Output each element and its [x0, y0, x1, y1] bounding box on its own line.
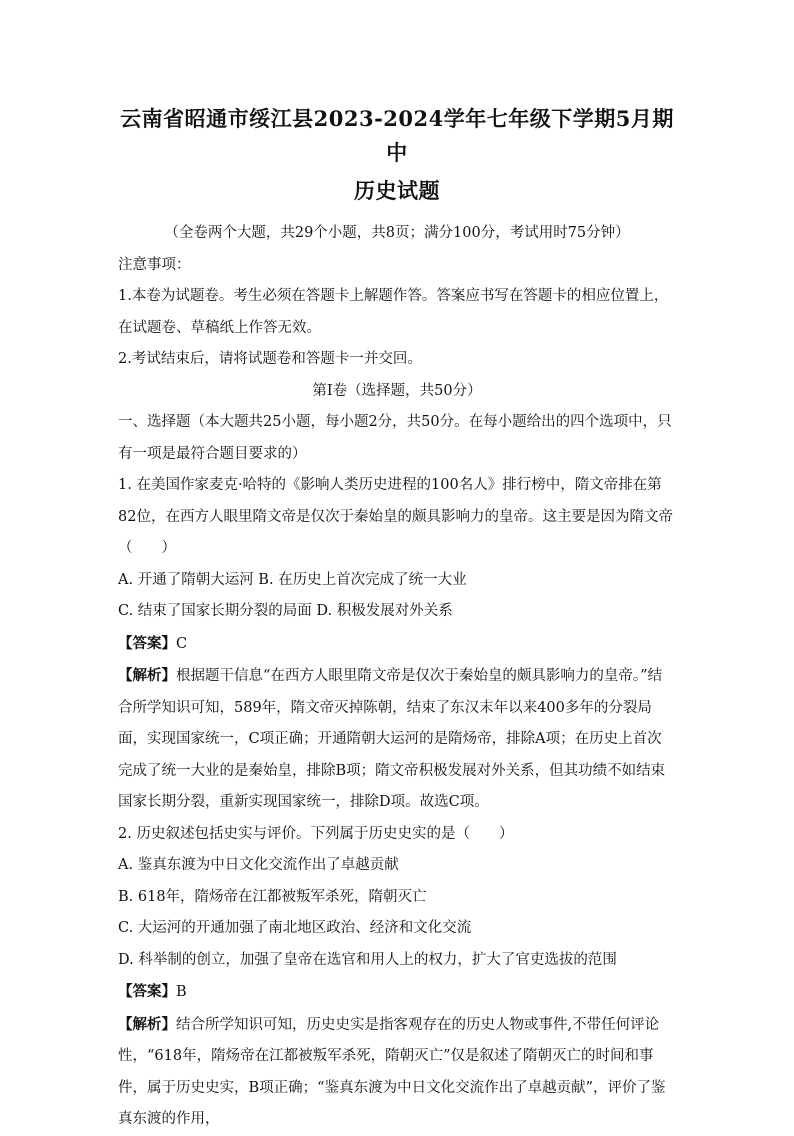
question-2-option-b: B. 618年，隋炀帝在江都被叛军杀死，隋朝灭亡 [118, 888, 427, 905]
question-2-stem: 2. 历史叙述包括史实与评价。下列属于历史史实的是（ ） [118, 825, 514, 842]
question-2-option-d: D. 科举制的创立，加强了皇帝在选官和用人上的权力，扩大了官吏选拔的范围 [118, 951, 617, 968]
notice-label: 注意事项： [118, 256, 191, 273]
question-2-analysis [118, 1009, 676, 1136]
question-1-stem: 1. 在美国作家麦克·哈特的《影响人类历史进程的100名人》排行榜中，隋文帝排在第82位，在西方人眼里隋文帝是仅次于秦始皇的颇具影响力的皇帝。这主要是因为隋文帝（ ） [118, 477, 673, 556]
part-one-title: 第Ⅰ卷（选择题，共50分） [312, 382, 482, 399]
exam-subject-title: 历史试题 [354, 178, 440, 203]
section-one-heading: 一、选择题（本大题共25小题，每小题2分，共50分。在每小题给出的四个选项中，只有一项是最符合题目要求的） [118, 414, 672, 462]
question-2-option-c: C. 大运河的开通加强了南北地区政治、经济和文化交流 [118, 920, 472, 936]
question-1-answer [118, 628, 676, 661]
question-1-analysis [118, 660, 676, 819]
analysis-label: 【解析】 [118, 1015, 176, 1033]
analysis-text: 根据题干信息“在西方人眼里隋文帝是仅次于秦始皇的颇具影响力的皇帝。”结合所学知识可知，589年，隋文帝灭掉陈朝，结束了东汉末年以来400多年的分裂局面，实现国家统一，C项正确；开通隋朝大运河的是隋炀帝，排除A项；在历史上首次完成了统一大业的是秦始皇，排除B项；隋文帝积极发展对外关系，但其功绩不如结束国家长期分裂，重新实现国家统一，排除D项。故选C项。 [118, 668, 666, 810]
notice-item-2: 2.考试结束后，请将试题卷和答题卡一并交回。 [118, 351, 422, 367]
question-2-option-a: A. 鉴真东渡为中日文化交流作出了卓越贡献 [118, 857, 399, 873]
answer-label: 【答案】 [118, 634, 176, 652]
answer-label: 【答案】 [118, 983, 176, 1000]
answer-value: C [176, 635, 188, 652]
exam-subtitle: （全卷两个大题，共29个小题，共8页；满分100分，考试用时75分钟） [164, 225, 630, 241]
exam-title: 云南省昭通市绥江县2023-2024学年七年级下学期5月期中 [120, 106, 674, 165]
question-2-answer [118, 976, 676, 1009]
answer-value: B [176, 984, 187, 1000]
analysis-text: 结合所学知识可知，历史史实是指客观存在的历史人物或事件,不带任何评论性，“618年，隋炀帝在江都被叛军杀死，隋朝灭亡”仅是叙述了隋朝灭亡的时间和事件，属于历史史实，B项正确；“鉴真东渡为中日文化交流作出了卓越贡献”，评价了鉴真东渡的作用， [118, 1016, 666, 1127]
notice-item-1: 1.本卷为试题卷。考生必须在答题卡上解题作答。答案应书写在答题卡的相应位置上，在试题卷、草稿纸上作答无效。 [118, 288, 669, 336]
analysis-label: 【解析】 [118, 667, 176, 684]
question-1-options-cd: C. 结束了国家长期分裂的局面 D. 积极发展对外关系 [118, 603, 453, 619]
question-1-options-ab: A. 开通了隋朝大运河 B. 在历史上首次完成了统一大业 [118, 571, 467, 588]
